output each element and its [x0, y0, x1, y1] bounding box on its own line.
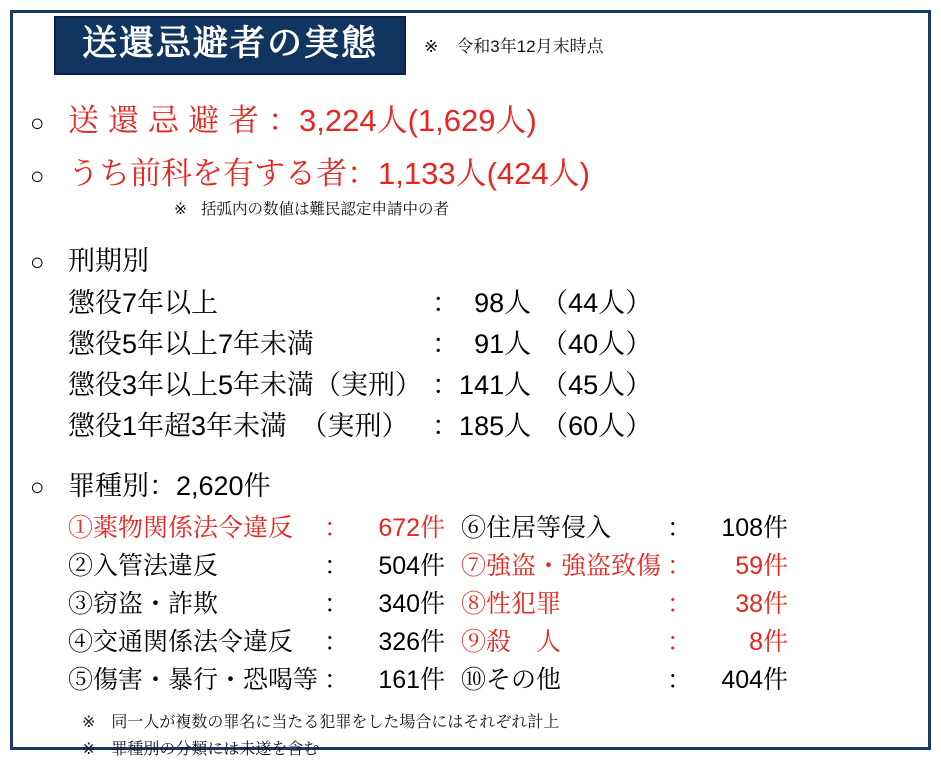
sentence-colon: ： [432, 328, 460, 359]
summary-note [174, 197, 917, 219]
sentence-count: 98人 [474, 287, 532, 318]
sentence-term: 懲役7年以上 [68, 287, 219, 318]
summary-label-priors: うち前科を有する者 [68, 155, 347, 191]
crime-value: 504件 [378, 551, 446, 580]
sentence-colon: ： [432, 369, 460, 400]
crime-name: ③窃盗・詐欺 [68, 589, 219, 618]
summary-note-mark: ※ [174, 200, 187, 218]
crime-name: ④交通関係法令違反 [68, 627, 294, 656]
table-row [68, 507, 445, 545]
sentence-paren-count: （44人） [541, 287, 653, 318]
summary-section [24, 95, 917, 219]
crime-table-left [68, 507, 445, 697]
bullet-marker: ○ [30, 162, 45, 190]
crime-table-right [461, 507, 788, 697]
summary-row-avoiders [24, 95, 917, 140]
crime-footnotes [82, 709, 917, 759]
header-note-mark: ※ [424, 37, 439, 56]
sentence-count: 141人 [459, 369, 532, 400]
crime-value: 404件 [721, 665, 789, 694]
summary-value-priors: ：1,133人(424人) [347, 155, 590, 191]
column-gap [445, 507, 461, 697]
summary-label-avoiders: 送還忌避者 [68, 102, 268, 138]
crime-colon: ： [324, 551, 350, 580]
table-row [461, 659, 788, 697]
crime-colon: ： [667, 513, 693, 542]
page-title: 送還忌避者の実態 [54, 16, 406, 75]
footnote-text: 罪種別の分類には未遂を含む [111, 740, 320, 758]
crime-value: 8件 [749, 627, 789, 656]
sentence-count: 91人 [474, 328, 532, 359]
table-row [461, 621, 788, 659]
summary-note-text: 括弧内の数値は難民認定申請中の者 [201, 200, 450, 218]
crime-colon: ： [667, 551, 693, 580]
crime-section-title: 罪種別：2,620件 [68, 470, 271, 501]
crime-name: ⑦強盗・強盗致傷 [461, 551, 662, 580]
sentence-section-title: 刑期別 [68, 245, 149, 276]
sentence-colon: ： [432, 410, 460, 441]
sentence-term: 懲役5年以上7年未満 [68, 328, 315, 359]
sentence-term: 懲役1年超3年未満 （実刑） [68, 410, 409, 441]
crime-section [24, 464, 917, 759]
table-row [68, 403, 652, 444]
header-note-text: 令和3年12月末時点 [456, 37, 604, 56]
crime-value: 38件 [735, 589, 789, 618]
bullet-marker: ○ [30, 473, 45, 501]
sentence-term: 懲役3年以上5年未満（実刑） [68, 369, 423, 400]
bullet-marker: ○ [30, 109, 45, 137]
table-row [68, 321, 652, 362]
sentence-colon: ： [432, 287, 460, 318]
crime-grid [68, 507, 917, 697]
table-row [461, 583, 788, 621]
header [54, 16, 917, 75]
table-row [461, 545, 788, 583]
crime-value: 340件 [378, 589, 446, 618]
bullet-marker: ○ [30, 248, 45, 276]
crime-value: 161件 [378, 665, 446, 694]
crime-name: ⑤傷害・暴行・恐喝等 [68, 665, 319, 694]
crime-colon: ： [324, 665, 350, 694]
crime-colon: ： [667, 627, 693, 656]
sentence-table [68, 280, 652, 444]
crime-colon: ： [667, 589, 693, 618]
crime-footnote [82, 709, 917, 732]
crime-colon: ： [324, 513, 350, 542]
table-row [68, 545, 445, 583]
footnote-text: 同一人が複数の罪名に当たる犯罪をした場合にはそれぞれ計上 [111, 713, 560, 731]
summary-row-priors [24, 148, 917, 193]
crime-value: 672件 [378, 513, 446, 542]
crime-value: 108件 [721, 513, 789, 542]
crime-section-header [24, 464, 917, 503]
table-row [68, 659, 445, 697]
sentence-count: 185人 [459, 410, 532, 441]
table-row [68, 362, 652, 403]
table-row [68, 621, 445, 659]
crime-name: ⑨殺 人 [461, 627, 562, 656]
crime-name: ⑥住居等侵入 [461, 513, 612, 542]
crime-colon: ： [324, 627, 350, 656]
table-row [68, 583, 445, 621]
crime-name: ①薬物関係法令違反 [68, 513, 294, 542]
crime-footnote [82, 736, 917, 759]
crime-name: ⑩その他 [461, 665, 562, 694]
crime-value: 326件 [378, 627, 446, 656]
sentence-section-header [24, 239, 917, 278]
sentence-paren-count: （60人） [541, 410, 653, 441]
footnote-mark: ※ [82, 713, 96, 731]
summary-value-avoiders: ：3,224人(1,629人) [268, 102, 537, 138]
header-note [424, 32, 604, 57]
crime-colon: ： [667, 665, 693, 694]
crime-colon: ： [324, 589, 350, 618]
crime-name: ⑧性犯罪 [461, 589, 562, 618]
table-row [461, 507, 788, 545]
crime-value: 59件 [735, 551, 789, 580]
sentence-paren-count: （45人） [541, 369, 653, 400]
sentence-paren-count: （40人） [541, 328, 653, 359]
footnote-mark: ※ [82, 740, 96, 758]
crime-name: ②入管法違反 [68, 551, 219, 580]
table-row [68, 280, 652, 321]
sentence-section [24, 239, 917, 444]
